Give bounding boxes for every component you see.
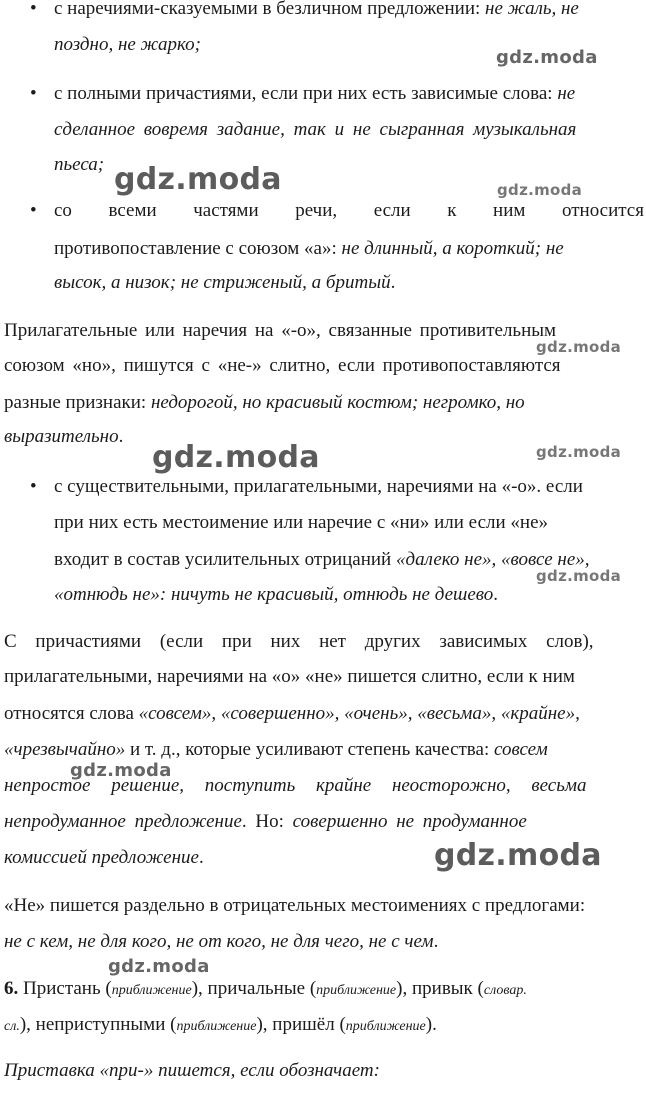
watermark: gdz.moda: [70, 760, 172, 781]
text-line: союзом «но», пишутся с «не-» слитно, если противопоставляются: [4, 355, 561, 376]
watermark: gdz.moda: [497, 181, 583, 199]
text-line: входит в состав усилительных отрицаний «далеко не», «вовсе не»,: [54, 549, 590, 570]
text-line: непростое решение, поступить крайне неосторожно, весьма: [4, 775, 587, 796]
watermark: gdz.moda: [108, 956, 210, 977]
watermark: gdz.moda: [114, 162, 282, 197]
text-line: с существительными, прилагательными, наречиями на «-о». если: [54, 476, 583, 497]
bullet: •: [30, 83, 37, 104]
task-6-line-1: 6. Пристань (приближение), причальные (приближение), привык (словар.: [4, 978, 527, 999]
watermark: gdz.moda: [536, 567, 622, 585]
watermark: gdz.moda: [496, 47, 598, 68]
text-line: «чрезвычайно» и т. д., которые усиливают степень качества: совсем: [4, 739, 548, 760]
text-line: Приставка «при-» пишется, если обозначает:: [4, 1060, 380, 1081]
text-line: высок, а низок; не стриженый, а бритый.: [54, 272, 396, 293]
text-line: со всеми частями речи, если к ним относится: [54, 200, 644, 221]
text-line: относятся слова «совсем», «совершенно», «очень», «весьма», «крайне»,: [4, 703, 580, 724]
text-line: с наречиями-сказуемыми в безличном предложении: не жаль, не: [54, 0, 579, 19]
watermark: gdz.moda: [152, 440, 320, 475]
text-line: выразительно.: [4, 426, 124, 447]
bullet: •: [30, 476, 37, 497]
text-line: противопоставление с союзом «а»: не длинный, а короткий; не: [54, 238, 564, 259]
watermark: gdz.moda: [536, 338, 622, 356]
bullet: •: [30, 0, 37, 19]
task-6-line-2: сл.), неприступными (приближение), пришёл (приближение).: [4, 1014, 437, 1035]
text-line: Прилагательные или наречия на «-о», связанные противительным: [4, 320, 557, 341]
text-line: непродуманное предложение. Но: совершенно не продуманное: [4, 811, 527, 832]
text-line: с полными причастиями, если при них есть зависимые слова: не: [54, 83, 576, 104]
text-line: не с кем, не для кого, не от кого, не для чего, не с чем.: [4, 931, 439, 952]
text-line: пьеса;: [54, 154, 105, 175]
text-line: сделанное вовремя задание, так и не сыгранная музыкальная: [54, 119, 577, 140]
text-line: «отнюдь не»: ничуть не красивый, отнюдь не дешево.: [54, 584, 499, 605]
text-line: разные признаки: недорогой, но красивый костюм; негромко, но: [4, 392, 525, 413]
text-line: при них есть местоимение или наречие с «ни» или если «не»: [54, 512, 548, 533]
watermark: gdz.moda: [536, 443, 622, 461]
text-line: поздно, не жарко;: [54, 34, 201, 55]
watermark: gdz.moda: [434, 838, 602, 873]
text-line: прилагательными, наречиями на «о» «не» пишется слитно, если к ним: [4, 666, 575, 687]
text-line: С причастиями (если при них нет других зависимых слов),: [4, 631, 594, 652]
bullet: •: [30, 200, 37, 221]
text-line: комиссией предложение.: [4, 847, 204, 868]
text-line: «Не» пишется раздельно в отрицательных местоимениях с предлогами:: [4, 895, 586, 916]
